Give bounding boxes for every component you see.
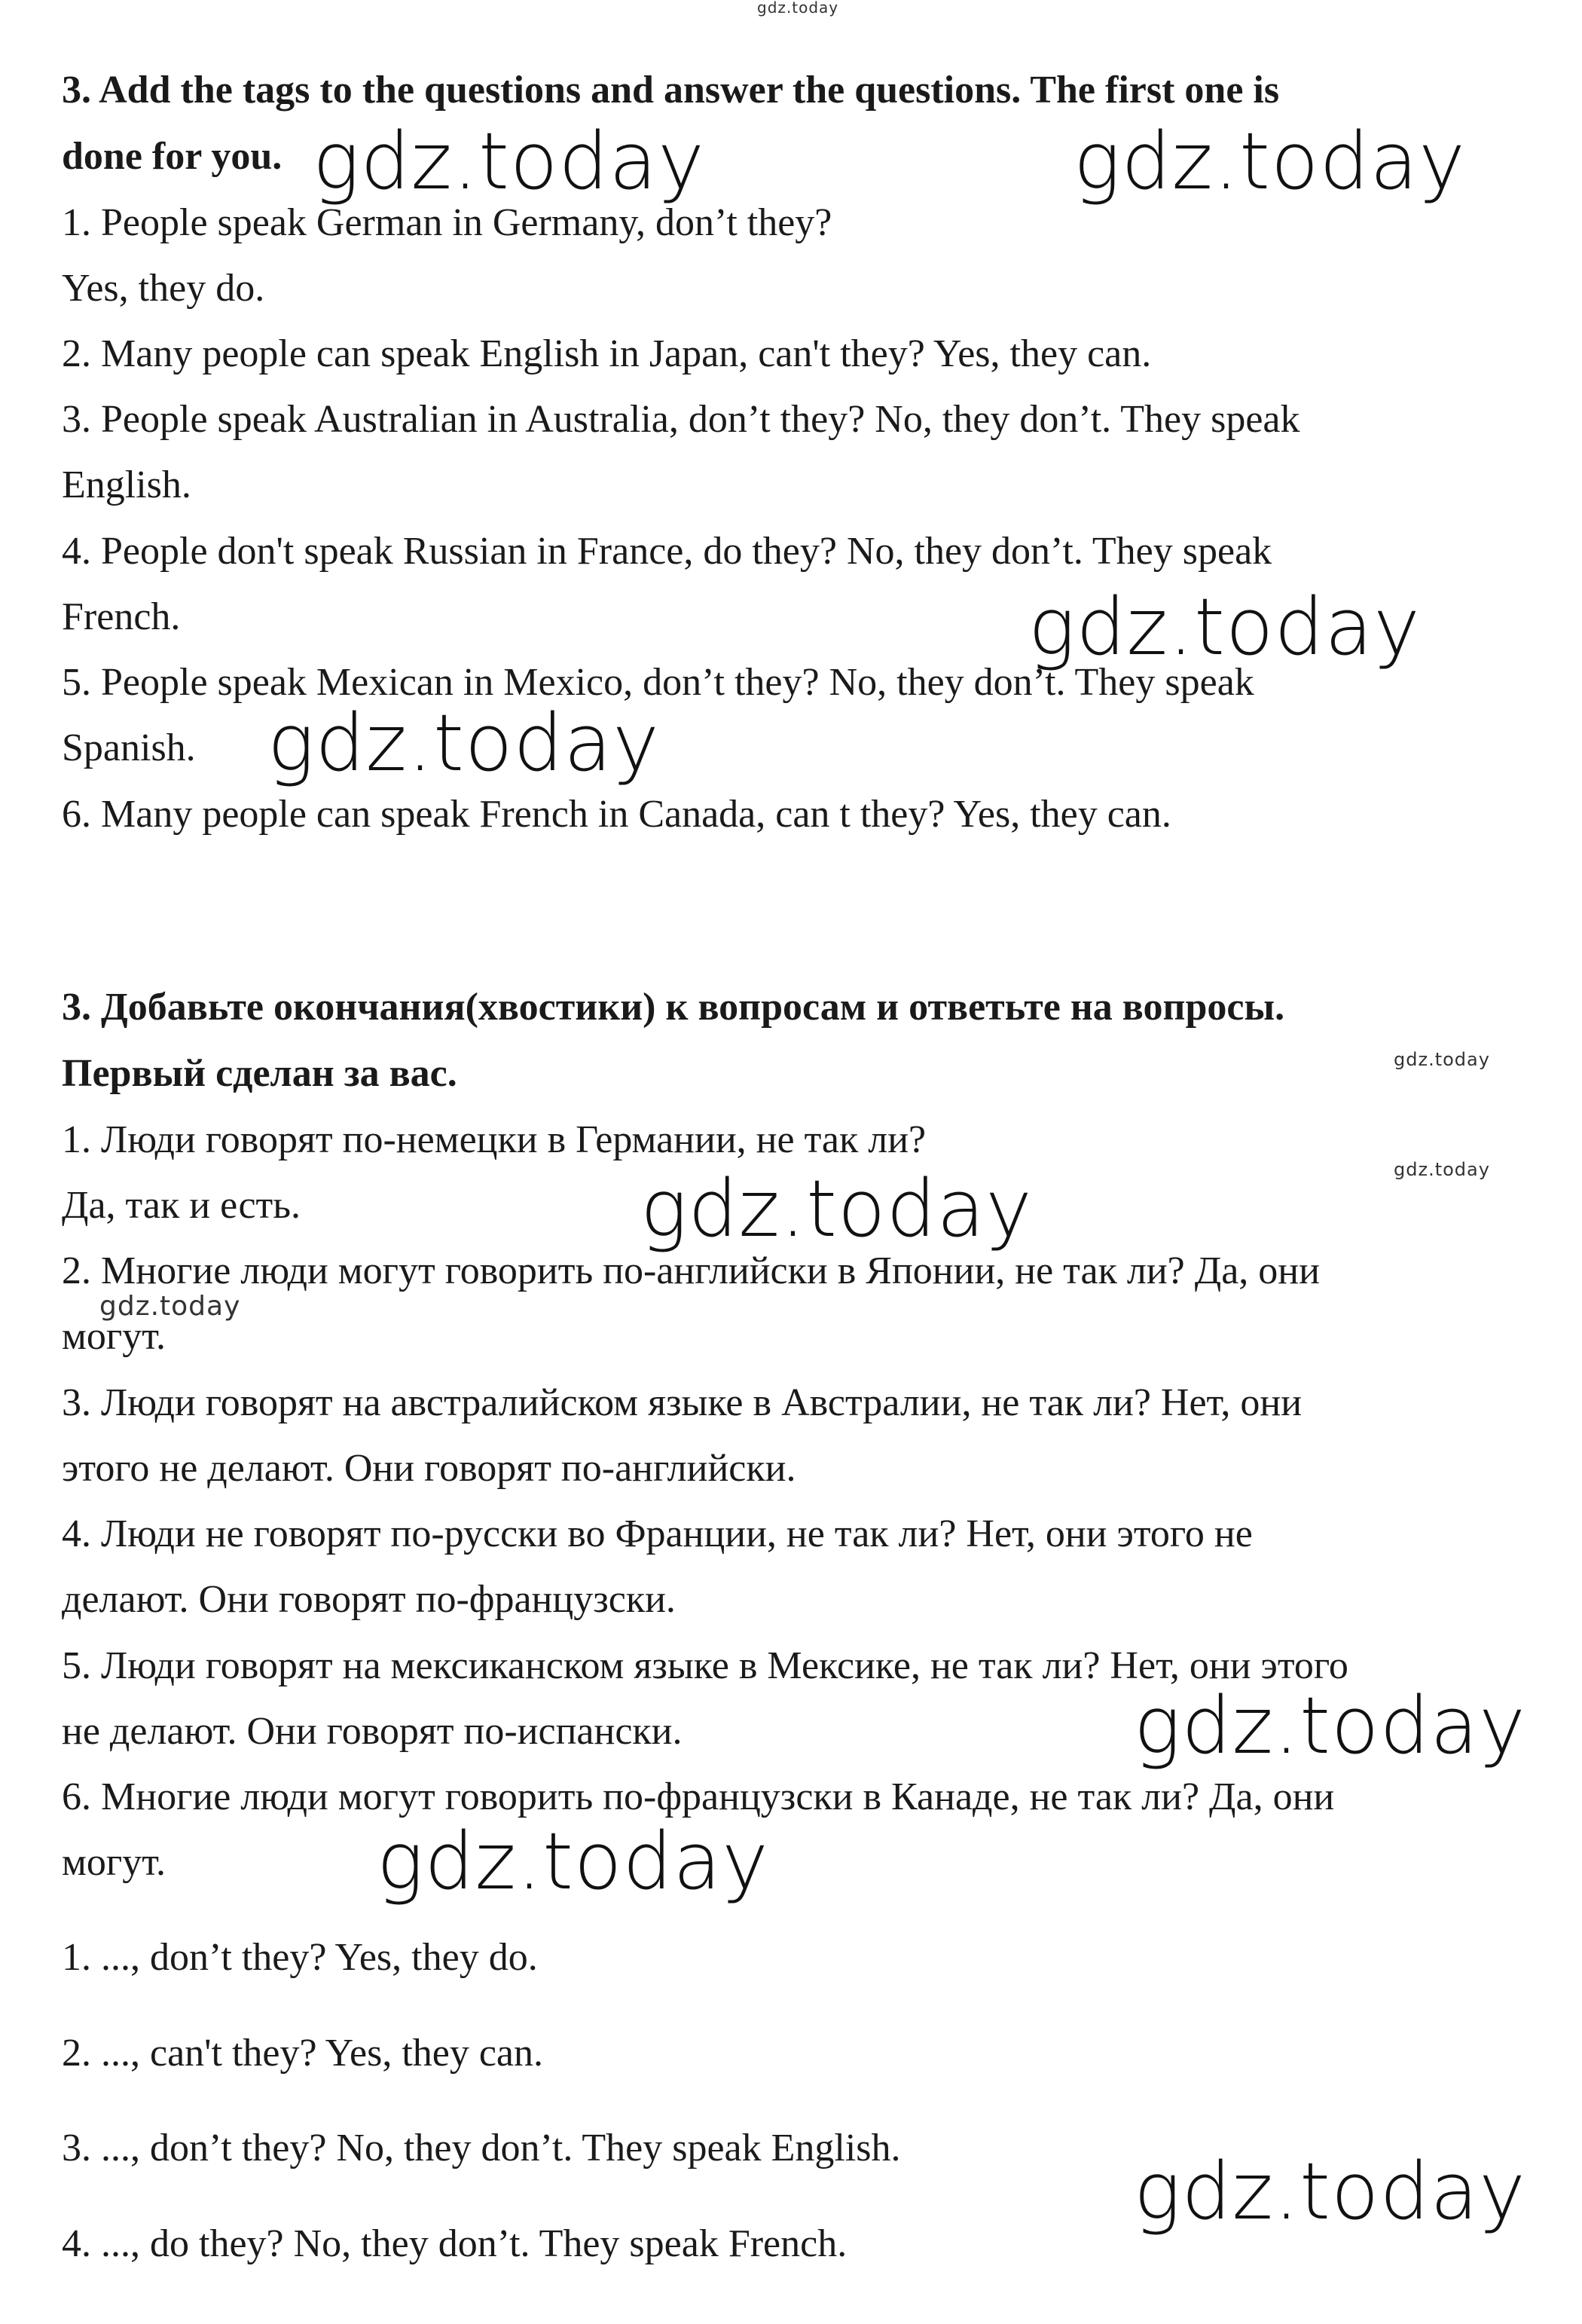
russian-line-7: 4. Люди не говорят по-русски во Франции, не так ли? Нет, они этого не	[62, 1512, 1253, 1555]
answer-line-4: 4. ..., do they? No, they don’t. They speak French.	[62, 2222, 848, 2265]
english-line-4: 3. People speak Australian in Australia, don’t they? No, they don’t. They speak	[62, 398, 1300, 441]
russian-line-8: делают. Они говорят по-французски.	[62, 1578, 676, 1621]
watermark-5: gdz.today	[1394, 1049, 1490, 1070]
watermark-10: gdz.today	[377, 1815, 769, 1907]
english-line-10: 6. Many people can speak French in Canada, can t they? Yes, they can.	[62, 793, 1171, 836]
english-line-7: French.	[62, 595, 181, 638]
watermark-8: gdz.today	[99, 1291, 241, 1322]
english-line-2: Yes, they do.	[62, 267, 265, 310]
watermark-9: gdz.today	[1134, 1680, 1526, 1772]
russian-line-6: этого не делают. Они говорят по-английски.	[62, 1447, 796, 1490]
russian-line-2: Да, так и есть.	[62, 1184, 301, 1227]
watermark-2: gdz.today	[1074, 115, 1466, 207]
english-line-1: 1. People speak German in Germany, don’t they?	[62, 201, 832, 244]
russian-line-5: 3. Люди говорят на австралийском языке в Австралии, не так ли? Нет, они	[62, 1381, 1303, 1424]
english-heading-line2: done for you.	[62, 135, 282, 178]
russian-line-11: 6. Многие люди могут говорить по-французски в Канаде, не так ли? Да, они	[62, 1775, 1335, 1818]
russian-line-12: могут.	[62, 1841, 166, 1884]
russian-line-1: 1. Люди говорят по-немецки в Германии, не так ли?	[62, 1118, 927, 1161]
answer-line-1: 1. ..., don’t they? Yes, they do.	[62, 1936, 538, 1979]
russian-line-4: могут.	[62, 1315, 166, 1358]
watermark-4: gdz.today	[267, 697, 660, 789]
watermark-11: gdz.today	[1134, 2145, 1526, 2237]
english-line-5: English.	[62, 463, 191, 506]
watermark-top: gdz.today	[757, 0, 839, 17]
watermark-6: gdz.today	[1394, 1159, 1490, 1180]
russian-heading-line2: Первый сделан за вас.	[62, 1052, 457, 1095]
answer-line-2: 2. ..., can't they? Yes, they can.	[62, 2032, 544, 2075]
answer-line-3: 3. ..., don’t they? No, they don’t. They speak English.	[62, 2127, 901, 2170]
english-heading-line1: 3. Add the tags to the questions and answer the questions. The first one is	[62, 69, 1280, 112]
russian-line-9: 5. Люди говорят на мексиканском языке в Мексике, не так ли? Нет, они этого	[62, 1644, 1348, 1687]
russian-line-3: 2. Многие люди могут говорить по-английски в Японии, не так ли? Да, они	[62, 1249, 1320, 1292]
english-line-6: 4. People don't speak Russian in France, do they? No, they don’t. They speak	[62, 530, 1272, 573]
watermark-3: gdz.today	[1028, 581, 1421, 673]
russian-heading-line1: 3. Добавьте окончания(хвостики) к вопросам и ответьте на вопросы.	[62, 986, 1285, 1029]
russian-line-10: не делают. Они говорят по-испански.	[62, 1710, 683, 1753]
english-line-8: 5. People speak Mexican in Mexico, don’t they? No, they don’t. They speak	[62, 661, 1254, 704]
english-line-9: Spanish.	[62, 726, 196, 769]
watermark-7: gdz.today	[640, 1163, 1033, 1255]
watermark-1: gdz.today	[313, 115, 705, 207]
english-line-3: 2. Many people can speak English in Japan, can't they? Yes, they can.	[62, 332, 1152, 375]
